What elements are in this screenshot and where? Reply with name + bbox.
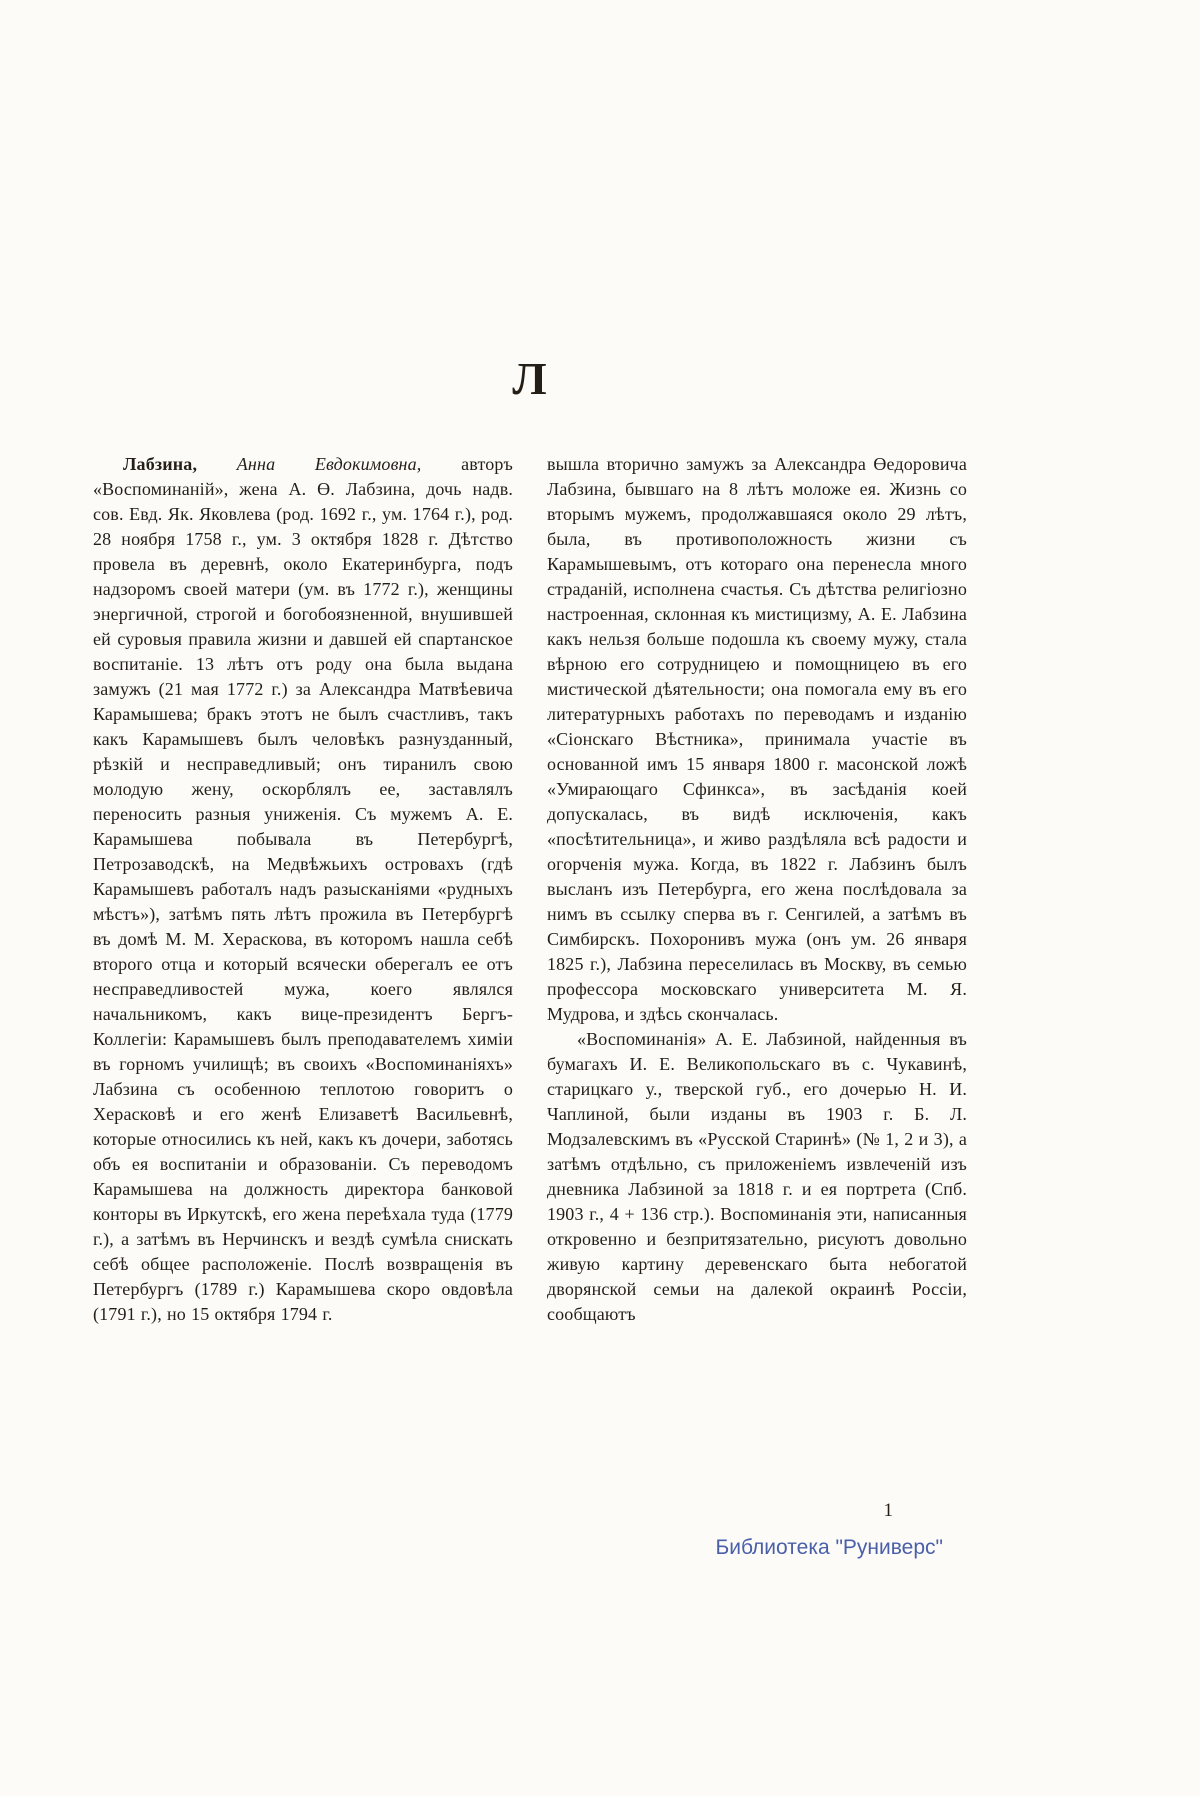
section-letter-heading: Л <box>512 353 548 404</box>
paragraph-1-left-text: авторъ «Воспоминаній», жена А. Ө. Лабзина, дочь надв. сов. Евд. Як. Яковлева (род. 1692 г., ум. 1764 г.), род. 28 ноября 1758 г., ум. 3 октября 1828 г. Дѣтство провела въ деревнѣ, около Екатеринбурга, подъ надзоромъ своей матери (ум. въ 1772 г.), женщины энергичной, строгой и богобоязненной, внушившей ей суровыя правила жизни и давшей ей спартанское воспитаніе. 13 лѣтъ отъ роду она была выдана замужъ (21 мая 1772 г.) за Александра Матвѣевича Карамышева; бракъ этотъ не былъ счастливъ, такъ какъ Карамышевъ былъ человѣкъ разнузданный, рѣзкій и несправедливый; онъ тиранилъ свою молодую жену, оскорблялъ ее, заставлялъ переносить разныя униженія. Съ мужемъ А. Е. Карамышева побывала въ Петербургѣ, Петрозаводскѣ, на Медвѣжьихъ островахъ (гдѣ Карамышевъ работалъ надъ разысканіями «рудныхъ мѣстъ»), затѣмъ пять лѣтъ прожила въ Петербургѣ въ домѣ М. М. Хераскова, въ которомъ нашла себѣ второго отца и который всячески оберегалъ ее отъ несправедливостей мужа, коего являлся начальникомъ, какъ вице-президентъ Бергъ-Коллегіи: Карамышевъ былъ преподавателемъ химіи въ горномъ училищѣ; въ своихъ «Воспоминаніяхъ» Лабзина съ особенною теплотою говоритъ о Херасковѣ и его женѣ Елизаветѣ Васильевнѣ, которые относились къ ней, какъ къ дочери, заботясь объ ея воспитаніи и образованіи. Съ переводомъ Карамышева на должность директора банковой конторы въ Иркутскѣ, его жена переѣхала туда (1779 г.), а затѣмъ въ Нерчинскъ и вездѣ сумѣла снискать себѣ общее расположеніе. Послѣ возвращенія въ Петербургъ (1789 г.) Карамышева скоро овдовѣла (1791 г.), но 15 октября 1794 г. <box>93 454 513 1324</box>
article-column-right <box>547 452 967 1327</box>
article-paragraph-2 <box>547 1027 967 1327</box>
article-columns <box>93 452 967 1327</box>
paragraph-1-right-text: вышла вторично замужъ за Александра Өедоровича Лабзина, бывшаго на 8 лѣтъ моложе ея. Жизнь со вторымъ мужемъ, продолжавшаяся около 29 лѣтъ, была, въ противоположность жизни съ Карамышевымъ, отъ котораго она перенесла много страданій, исполнена счастья. Съ дѣтства религіозно настроенная, склонная къ мистицизму, А. Е. Лабзина какъ нельзя больше подошла къ своему мужу, стала вѣрною его сотрудницею и помощницею въ его мистической дѣятельности; она помогала ему въ его литературныхъ работахъ по переводамъ и изданію «Сіонскаго Вѣстника», принимала участіе въ основанной имъ 15 января 1800 г. масонской ложѣ «Умирающаго Сфинкса», въ засѣданія коей допускалась, въ видѣ исключенія, какъ «посѣтительница», и живо раздѣляла всѣ радости и огорченія мужа. Когда, въ 1822 г. Лабзинъ былъ высланъ изъ Петербурга, его жена послѣдовала за нимъ въ ссылку сперва въ г. Сенгилей, а затѣмъ въ Симбирскъ. Похоронивъ мужа (онъ ум. 26 января 1825 г.), Лабзина переселилась въ Москву, въ семью профессора московскаго университета М. Я. Мудрова, и здѣсь скончалась. <box>547 454 967 1024</box>
paragraph-2-text: «Воспоминанія» А. Е. Лабзиной, найденныя въ бумагахъ И. Е. Великопольскаго въ с. Чукавинѣ, старицкаго у., тверской губ., его дочерью Н. И. Чаплиной, были изданы въ 1903 г. Б. Л. Модзалевскимъ въ «Русской Старинѣ» (№ 1, 2 и 3), а затѣмъ отдѣльно, съ приложеніемъ извлеченій изъ дневника Лабзиной за 1818 г. и ея портрета (Спб. 1903 г., 4 + 136 стр.). Воспоминанія эти, написанныя откровенно и безпритязательно, рисуютъ довольно живую картину деревенскаго быта небогатой дворянской семьи на далекой окраинѣ Россіи, сообщаютъ <box>547 1029 967 1324</box>
library-watermark: Библиотека "Руниверс" <box>715 1536 943 1559</box>
page-number: 1 <box>883 1500 893 1521</box>
entry-headword-patronymic: Анна Евдокимовна, <box>236 454 462 474</box>
article-paragraph-1 <box>93 452 513 1327</box>
article-paragraph-1-continued <box>547 452 967 1027</box>
entry-headword: Лабзина, <box>123 454 237 474</box>
article-column-left <box>93 452 513 1327</box>
